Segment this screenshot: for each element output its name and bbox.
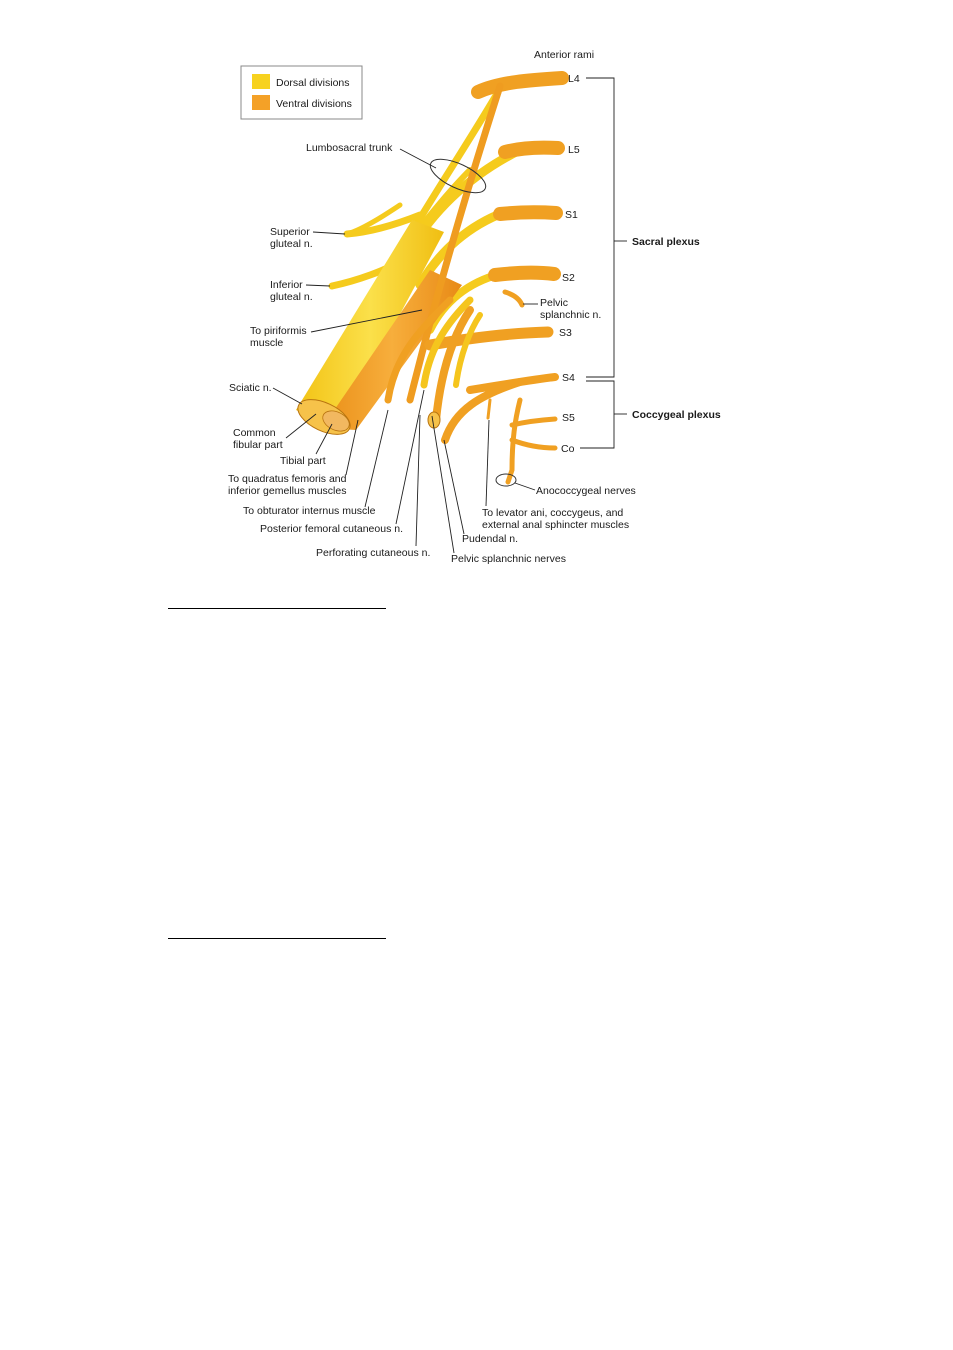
ramus-label-s5: S5: [562, 412, 575, 424]
anococcygeal-label: Anococcygeal nerves: [536, 485, 636, 497]
legend-box: [241, 66, 362, 119]
to-obturator-label: To obturator internus muscle: [243, 505, 376, 517]
nerve-illustration: [293, 78, 562, 482]
superior-gluteal-label-2: gluteal n.: [270, 238, 313, 250]
s3-ramus: [430, 332, 548, 345]
s1-ramus: [500, 212, 556, 214]
inferior-gluteal-label-1: Inferior: [270, 279, 303, 291]
to-quadratus-label-1: To quadratus femoris and: [228, 473, 347, 485]
l5-ramus: [505, 148, 558, 152]
s5-branch: [512, 419, 555, 425]
pelvic-splanchnic-label-1: Pelvic: [540, 297, 569, 309]
sacral-plexus-label: Sacral plexus: [632, 236, 700, 248]
legend-label-ventral: Ventral divisions: [276, 98, 352, 110]
coccygeal-plexus-label: Coccygeal plexus: [632, 409, 721, 421]
lumbosacral-trunk-label: Lumbosacral trunk: [306, 142, 393, 154]
sciatic-label: Sciatic n.: [229, 382, 272, 394]
anterior-rami-heading: Anterior rami: [534, 49, 595, 61]
separator-line-1: [168, 608, 386, 609]
ramus-label-s2: S2: [562, 272, 575, 284]
ramus-label-s3: S3: [559, 327, 572, 339]
to-quadratus-label-2: inferior gemellus muscles: [228, 485, 347, 497]
ramus-label-s4: S4: [562, 372, 575, 384]
inferior-gluteal-label-2: gluteal n.: [270, 291, 313, 303]
co-branch: [512, 440, 555, 448]
tibial-part-label: Tibial part: [280, 455, 326, 467]
sacral-plexus-diagram: [0, 0, 953, 600]
pelvic-splanchnic-nerves-label: Pelvic splanchnic nerves: [451, 553, 566, 565]
separator-line-2: [168, 938, 386, 939]
ramus-label-l4: L4: [568, 73, 580, 85]
to-levator-label-2: external anal sphincter muscles: [482, 519, 630, 531]
plexus-brackets: [580, 78, 627, 448]
posterior-femoral-label: Posterior femoral cutaneous n.: [260, 523, 403, 535]
legend-label-dorsal: Dorsal divisions: [276, 77, 350, 89]
s2-ramus: [495, 273, 554, 275]
pelvic-splanchnic-label-2: splanchnic n.: [540, 309, 602, 321]
legend: [241, 66, 362, 119]
legend-swatch-dorsal: [252, 74, 270, 89]
legend-swatch-ventral: [252, 95, 270, 110]
l4-ramus: [478, 78, 562, 92]
common-fibular-label-2: fibular part: [233, 439, 283, 451]
ramus-label-s1: S1: [565, 209, 578, 221]
ramus-label-l5: L5: [568, 144, 580, 156]
pelvic-splanchnic-upper: [505, 292, 522, 305]
anococcygeal-marker: [496, 474, 516, 486]
to-piriformis-label-2: muscle: [250, 337, 284, 349]
common-fibular-label-1: Common: [233, 427, 276, 439]
pudendal-branch: [436, 310, 470, 420]
pudendal-label: Pudendal n.: [462, 533, 519, 545]
to-piriformis-label-1: To piriformis: [250, 325, 307, 337]
ramus-label-co: Co: [561, 443, 575, 455]
pudendal-cut-end: [428, 412, 440, 428]
superior-gluteal-label-1: Superior: [270, 226, 310, 238]
perforating-cutaneous-label: Perforating cutaneous n.: [316, 547, 431, 559]
levator-branch: [488, 400, 490, 418]
to-levator-label-1: To levator ani, coccygeus, and: [482, 507, 624, 519]
